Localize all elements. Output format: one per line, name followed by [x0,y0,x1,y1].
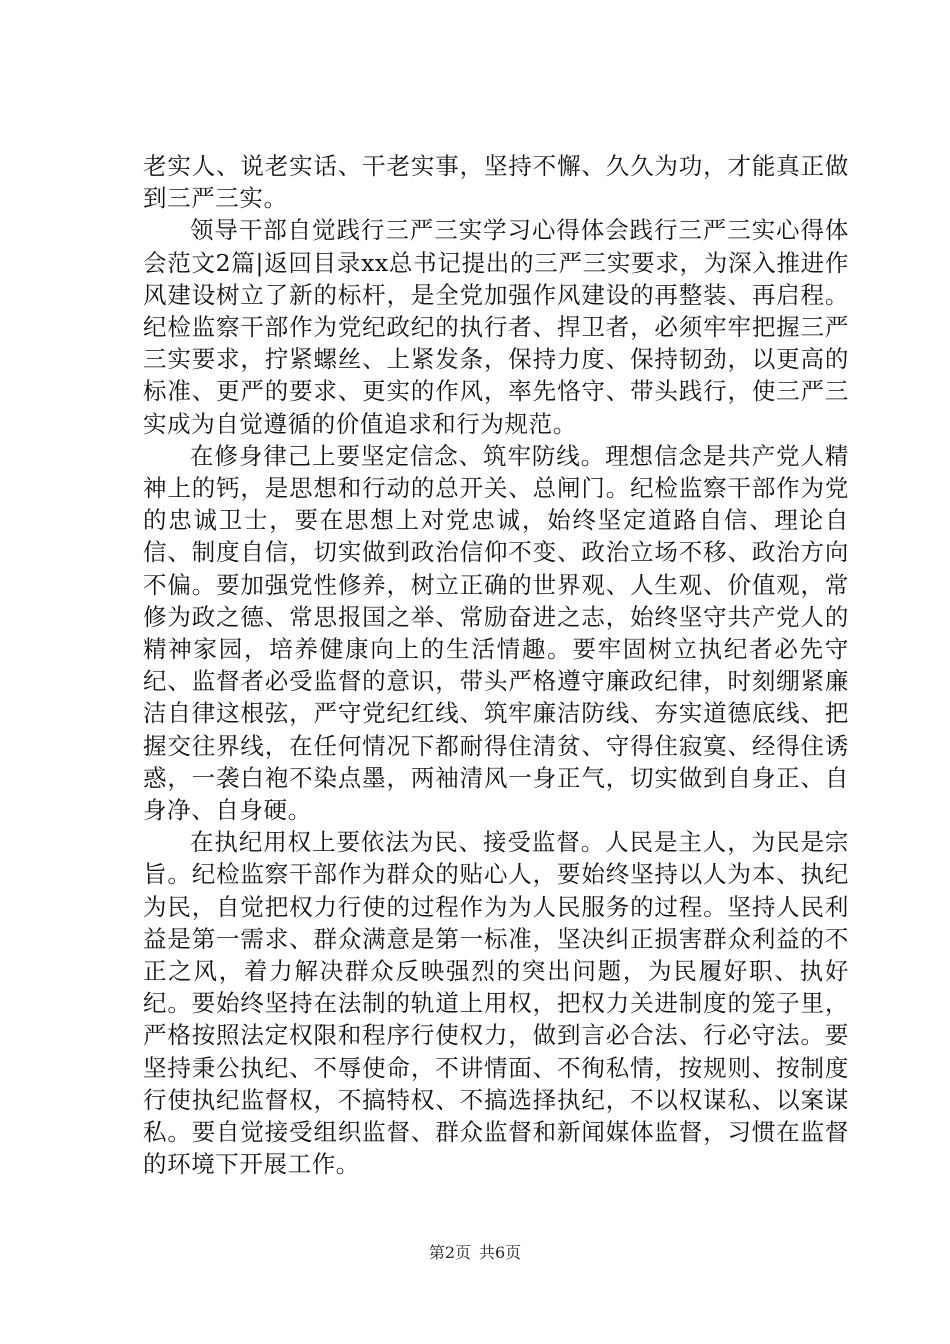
paragraph-4: 在执纪用权上要依法为民、接受监督。人民是主人，为民是宗旨。纪检监察干部作为群众的贴心人，要始终坚持以人为本、执纪为民，自觉把权力行使的过程作为为人民服务的过程。坚持人民利益是第一需求、群众满意是第一标准，坚决纠正损害群众利益的不正之风，着力解决群众反映强烈的突出问题，为民履好职、执好纪。要始终坚持在法制的轨道上用权，把权力关进制度的笼子里，严格按照法定权限和程序行使权力，做到言必合法、行必守法。要坚持秉公执纪、不辱使命，不讲情面、不徇私情，按规则、按制度行使执纪监督权，不搞特权、不搞选择执纪，不以权谋私、以案谋私。要自觉接受组织监督、群众监督和新闻媒体监督，习惯在监督的环境下开展工作。 [143,828,849,1179]
page-number-total: 共6页 [479,1243,522,1262]
document-body [143,150,849,1181]
paragraph-3: 在修身律己上要坚定信念、筑牢防线。理想信念是共产党人精神上的钙，是思想和行动的总开关、总闸门。纪检监察干部作为党的忠诚卫士，要在思想上对党忠诚，始终坚定道路自信、理论自信、制度自信，切实做到政治信仰不变、政治立场不移、政治方向不偏。要加强党性修养，树立正确的世界观、人生观、价值观，常修为政之德、常思报国之举、常励奋进之志，始终坚守共产党人的精神家园，培养健康向上的生活情趣。要牢固树立执纪者必先守纪、监督者必受监督的意识，带头严格遵守廉政纪律，时刻绷紧廉洁自律这根弦，严守党纪红线、筑牢廉洁防线、夯实道德底线、把握交往界线，在任何情况下都耐得住清贫、守得住寂寞、经得住诱惑，一袭白袍不染点墨，两袖清风一身正气，切实做到自身正、自身净、自身硬。 [143,441,849,825]
paragraph-1: 老实人、说老实话、干老实事，坚持不懈、久久为功，才能真正做到三严三实。 [143,152,849,213]
paragraph-2: 领导干部自觉践行三严三实学习心得体会践行三严三实心得体会范文2篇|返回目录xx总书记提出的三严三实要求，为深入推进作风建设树立了新的标杆，是全党加强作风建设的再整装、再启程。纪检监察干部作为党纪政纪的执行者、捍卫者，必须牢牢把握三严三实要求，拧紧螺丝、上紧发条，保持力度、保持韧劲，以更高的标准、更严的要求、更实的作风，率先恪守、带头践行，使三严三实成为自觉遵循的价值追求和行为规范。 [143,216,849,438]
page-footer [0,1243,950,1263]
page-number-current: 第2页 [428,1243,471,1262]
